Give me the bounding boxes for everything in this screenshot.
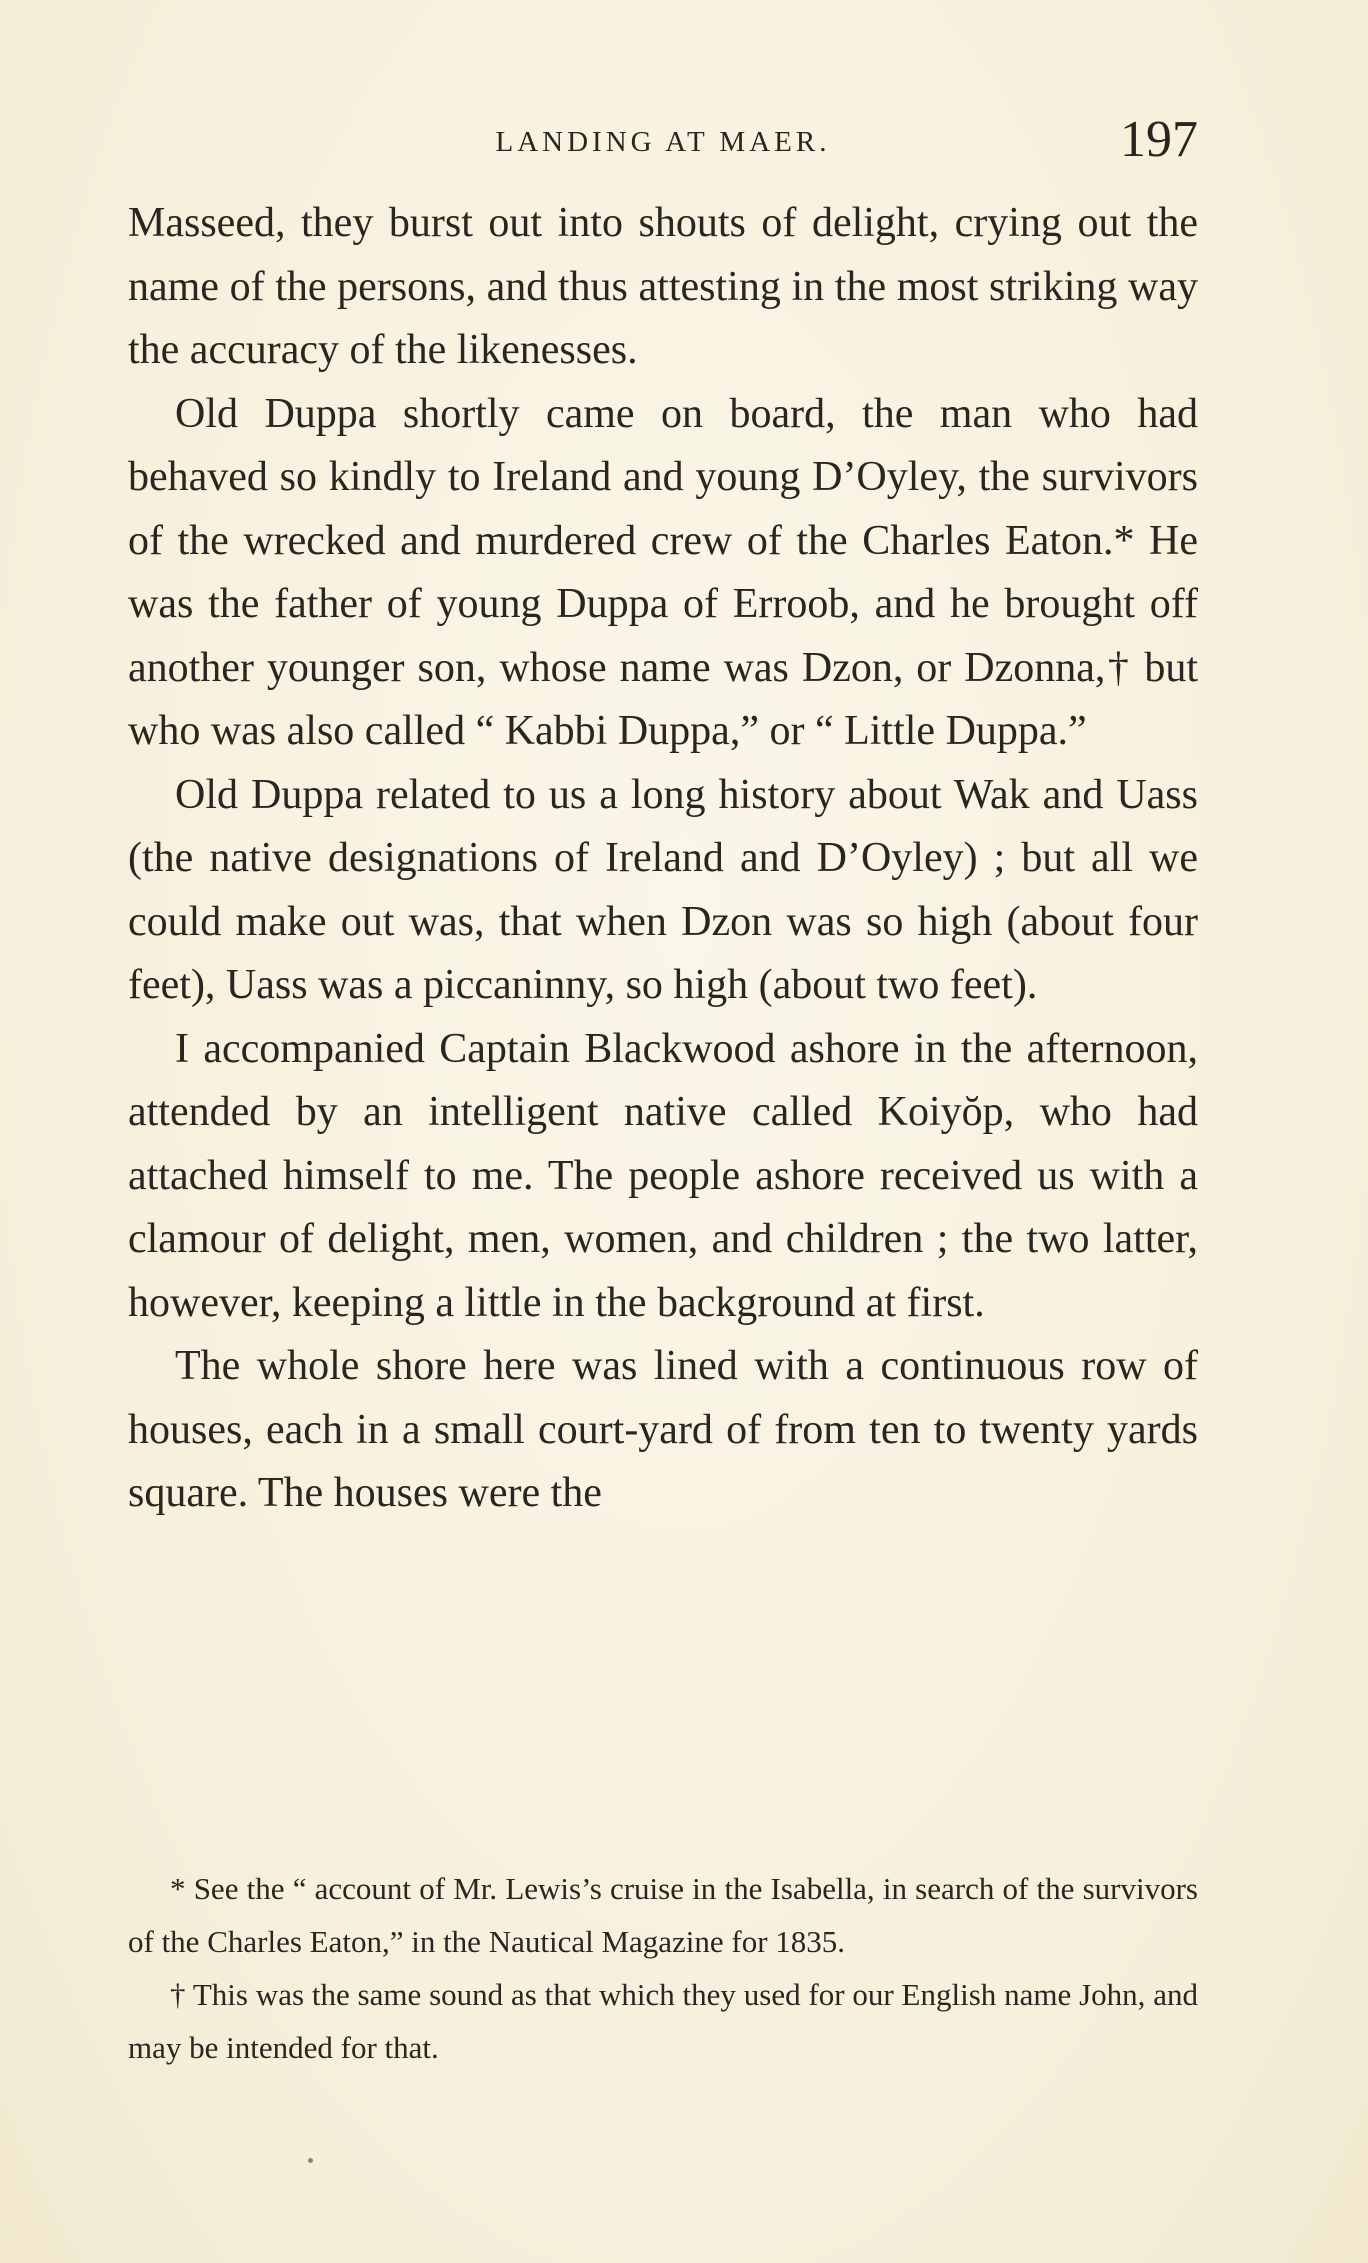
footnote: * See the “ account of Mr. Lewis’s cruise in the Isabella, in search of the survivors of the Charles Eaton,” in the Nautical Magazine for 1835. bbox=[128, 1871, 1198, 1959]
paragraph: Old Duppa related to us a long history about Wak and Uass (the native designations of Ireland and D’Oyley) ; but all we could make out was, that when Dzon was so high (about four feet), Uass was a piccaninny, so high (about two feet). bbox=[128, 771, 1198, 1008]
body-text bbox=[128, 192, 1198, 1526]
page-header bbox=[128, 108, 1198, 178]
paragraph: Masseed, they burst out into shouts of delight, crying out the name of the persons, and thus attesting in the most striking way the accuracy of the likenesses. bbox=[128, 200, 1198, 373]
footnotes bbox=[128, 1862, 1198, 2074]
running-title: LANDING AT MAER. bbox=[495, 126, 831, 158]
paragraph: I accompanied Captain Blackwood ashore in the afternoon, attended by an intelligent native called Koiyŏp, who had attached himself to me. The people ashore received us with a clamour of delight, men, women, and children ; the two latter, however, keeping a little in the background at first. bbox=[128, 1025, 1198, 1326]
paragraph: Old Duppa shortly came on board, the man who had behaved so kindly to Ireland and young D’Oyley, the survivors of the wrecked and murdered crew of the Charles Eaton.* He was the father of young Duppa of Erroob, and he brought off another younger son, whose name was Dzon, or Dzonna,† but who was also called “ Kabbi Duppa,” or “ Little Duppa.” bbox=[128, 390, 1198, 754]
paragraph: The whole shore here was lined with a continuous row of houses, each in a small court-yard of from ten to twenty yards square. The houses were the bbox=[128, 1343, 1198, 1516]
paper-speck bbox=[308, 2158, 313, 2163]
page-number: 197 bbox=[1120, 111, 1198, 168]
footnote: † This was the same sound as that which they used for our English name John, and may be intended for that. bbox=[128, 1977, 1198, 2065]
